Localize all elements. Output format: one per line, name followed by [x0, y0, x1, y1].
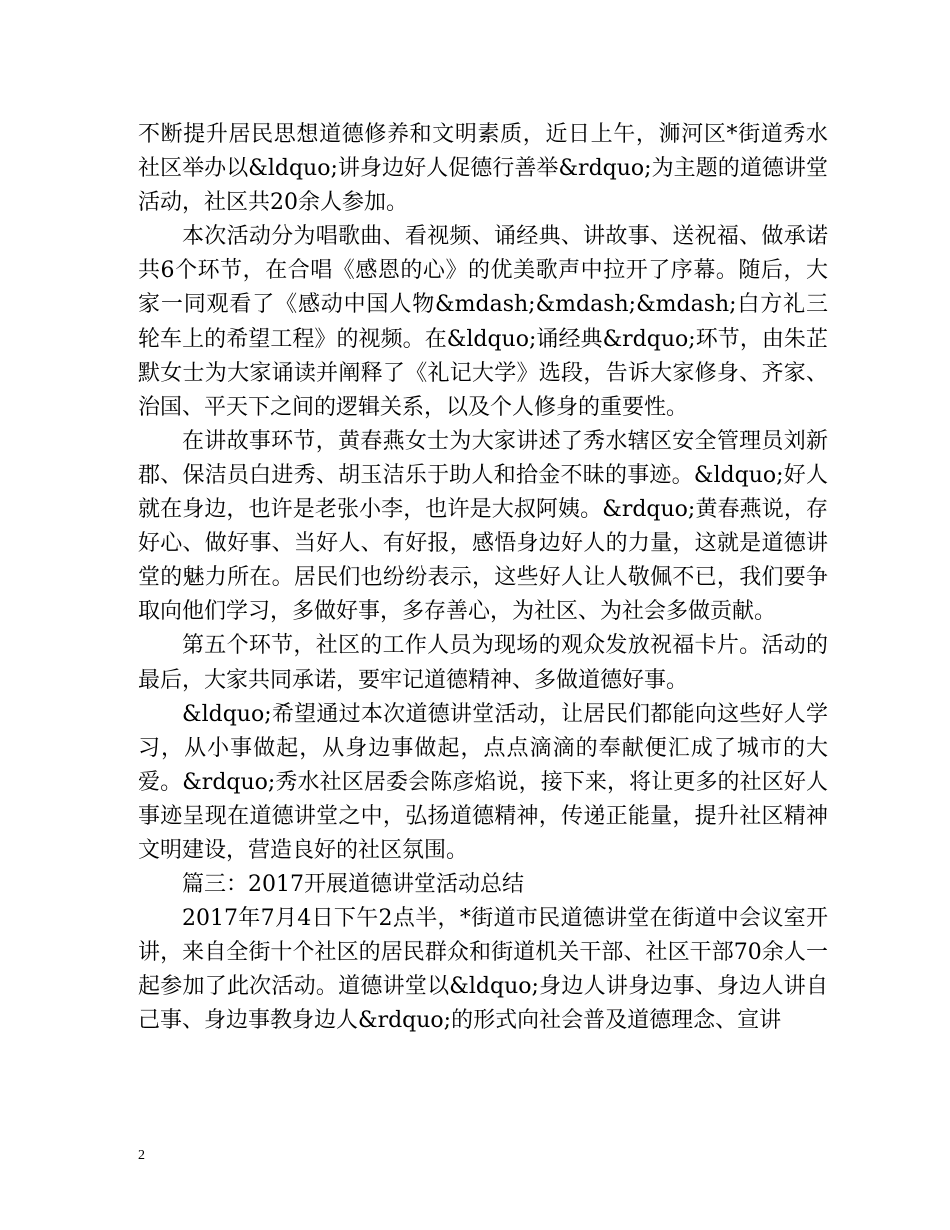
paragraph-6: 2017年7月4日下午2点半，*街道市民道德讲堂在街道中会议室开讲，来自全街十个社区的居民群众和街道机关干部、社区干部70余人一起参加了此次活动。道德讲堂以&ldquo;身边人讲身边事、身边人讲自己事、身边事教身边人&rdquo;的形式向社会普及道德理念、宣讲 — [138, 906, 828, 1034]
paragraph-5: &ldquo;希望通过本次道德讲堂活动，让居民们都能向这些好人学习，从小事做起，从身边事做起，点点滴滴的奉献便汇成了城市的大爱。&rdquo;秀水社区居委会陈彦焰说，接下来，将让更多的社区好人事迹呈现在道德讲堂之中，弘扬道德精神，传递正能量，提升社区精神文明建设，营造良好的社区氛围。 — [138, 701, 828, 863]
page-number: 2 — [138, 1148, 145, 1163]
paragraph-3: 在讲故事环节，黄春燕女士为大家讲述了秀水辖区安全管理员刘新郡、保洁员白进秀、胡玉洁乐于助人和拾金不昧的事迹。&ldquo;好人就在身边，也许是老张小李，也许是大叔阿姨。&rdquo;黄春燕说，存好心、做好事、当好人、有好报，感悟身边好人的力量，这就是道德讲堂的魅力所在。居民们也纷纷表示，这些好人让人敬佩不已，我们要争取向他们学习，多做好事，多存善心，为社区、为社会多做贡献。 — [138, 428, 828, 625]
paragraph-1: 不断提升居民思想道德修养和文明素质，近日上午，浉河区*街道秀水社区举办以&ldquo;讲身边好人促德行善举&rdquo;为主题的道德讲堂活动，社区共20余人参加。 — [138, 122, 828, 216]
document-body — [138, 118, 828, 1039]
paragraph-4: 第五个环节，社区的工作人员为现场的观众发放祝福卡片。活动的最后，大家共同承诺，要牢记道德精神、多做道德好事。 — [138, 633, 828, 693]
paragraph-2: 本次活动分为唱歌曲、看视频、诵经典、讲故事、送祝福、做承诺共6个环节，在合唱《感恩的心》的优美歌声中拉开了序幕。随后，大家一同观看了《感动中国人物&mdash;&mdash;&mdash;白方礼三轮车上的希望工程》的视频。在&ldquo;诵经典&rdquo;环节，由朱芷默女士为大家诵读并阐释了《礼记大学》选段，告诉大家修身、齐家、治国、平天下之间的逻辑关系，以及个人修身的重要性。 — [138, 224, 828, 420]
section-heading: 篇三：2017开展道德讲堂活动总结 — [182, 872, 524, 898]
